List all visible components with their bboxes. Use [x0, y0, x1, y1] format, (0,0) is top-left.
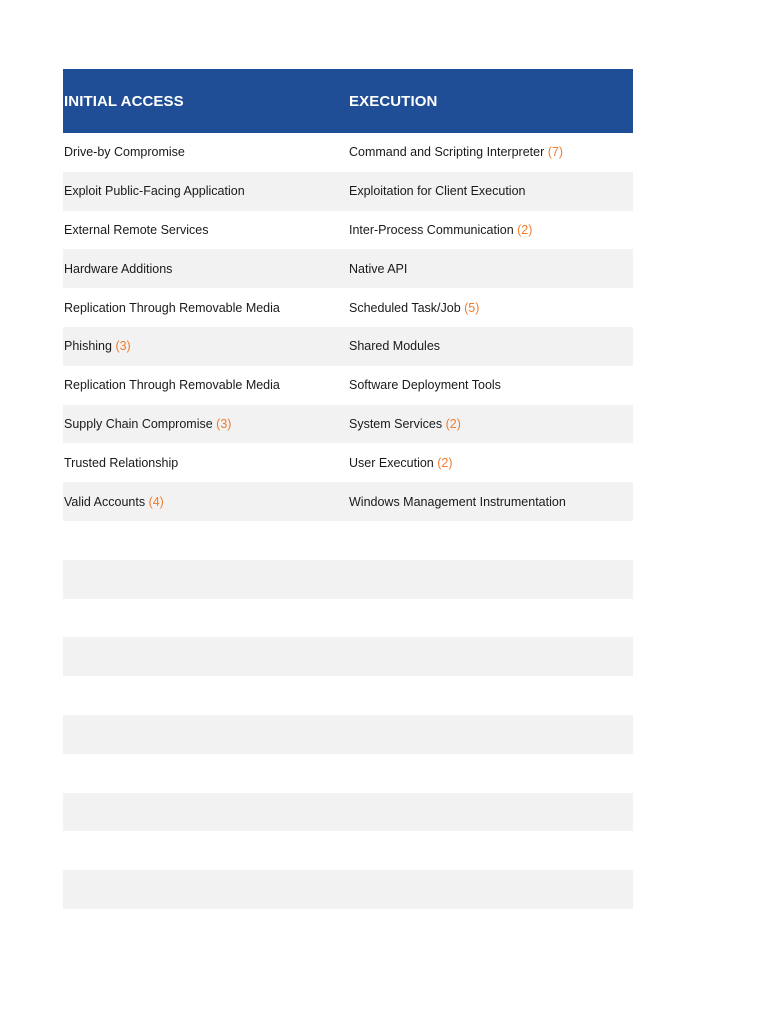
- technique-name: Command and Scripting Interpreter: [349, 145, 545, 160]
- technique-name: Hardware Additions: [64, 261, 173, 276]
- cell-execution: [348, 339, 633, 353]
- technique-name: Windows Management Instrumentation: [349, 494, 566, 509]
- cell-initial-access: [63, 301, 348, 315]
- table-row: [63, 172, 633, 211]
- cell-initial-access: [63, 456, 348, 470]
- subtechnique-count: (2): [437, 455, 453, 470]
- technique-name: Replication Through Removable Media: [64, 300, 280, 315]
- table-row: [63, 443, 633, 482]
- subtechnique-count: (3): [216, 416, 232, 431]
- header-initial-access: INITIAL ACCESS: [64, 92, 184, 110]
- cell-execution: [348, 262, 633, 276]
- cell-execution: [348, 378, 633, 392]
- technique-name: User Execution: [349, 455, 434, 470]
- technique-name: Exploitation for Client Execution: [349, 184, 526, 199]
- cell-initial-access: [63, 495, 348, 509]
- technique-name: Software Deployment Tools: [349, 378, 501, 393]
- cell-execution: [348, 145, 633, 159]
- subtechnique-count: (4): [148, 494, 164, 509]
- cell-initial-access: [63, 378, 348, 392]
- cell-execution: [348, 417, 633, 431]
- subtechnique-count: (5): [464, 300, 480, 315]
- cell-initial-access: [63, 223, 348, 237]
- empty-row: [63, 521, 633, 560]
- technique-name: Phishing: [64, 339, 112, 354]
- empty-row: [63, 754, 633, 793]
- cell-initial-access: [63, 184, 348, 198]
- table-row: [63, 211, 633, 250]
- empty-row: [63, 870, 633, 909]
- cell-execution: [348, 301, 633, 315]
- technique-name: Valid Accounts: [64, 494, 146, 509]
- cell-execution: [348, 495, 633, 509]
- attack-matrix-table: [63, 69, 633, 909]
- empty-row: [63, 637, 633, 676]
- empty-row: [63, 560, 633, 599]
- technique-name: Shared Modules: [349, 339, 441, 354]
- table-row: [63, 249, 633, 288]
- cell-initial-access: [63, 262, 348, 276]
- table-row: [63, 133, 633, 172]
- table-row: [63, 482, 633, 521]
- table-header: [63, 69, 633, 133]
- technique-name: Trusted Relationship: [64, 455, 179, 470]
- header-execution: EXECUTION: [349, 92, 438, 110]
- table-row: [63, 288, 633, 327]
- technique-name: Scheduled Task/Job: [349, 300, 461, 315]
- cell-execution: [348, 223, 633, 237]
- technique-name: Exploit Public-Facing Application: [64, 184, 245, 199]
- empty-row: [63, 599, 633, 638]
- technique-name: Supply Chain Compromise: [64, 416, 213, 431]
- subtechnique-count: (7): [547, 145, 563, 160]
- table-row: [63, 327, 633, 366]
- empty-row: [63, 676, 633, 715]
- cell-initial-access: [63, 417, 348, 431]
- technique-name: Drive-by Compromise: [64, 145, 185, 160]
- technique-name: Inter-Process Communication: [349, 222, 514, 237]
- empty-row: [63, 793, 633, 832]
- empty-row: [63, 715, 633, 754]
- table-row: [63, 405, 633, 444]
- technique-name: External Remote Services: [64, 222, 209, 237]
- cell-initial-access: [63, 145, 348, 159]
- cell-execution: [348, 456, 633, 470]
- table-row: [63, 366, 633, 405]
- cell-execution: [348, 184, 633, 198]
- empty-row: [63, 831, 633, 870]
- cell-initial-access: [63, 339, 348, 353]
- subtechnique-count: (2): [445, 416, 461, 431]
- technique-name: Replication Through Removable Media: [64, 378, 280, 393]
- subtechnique-count: (2): [517, 222, 533, 237]
- technique-name: Native API: [349, 261, 408, 276]
- technique-name: System Services: [349, 416, 443, 431]
- subtechnique-count: (3): [115, 339, 131, 354]
